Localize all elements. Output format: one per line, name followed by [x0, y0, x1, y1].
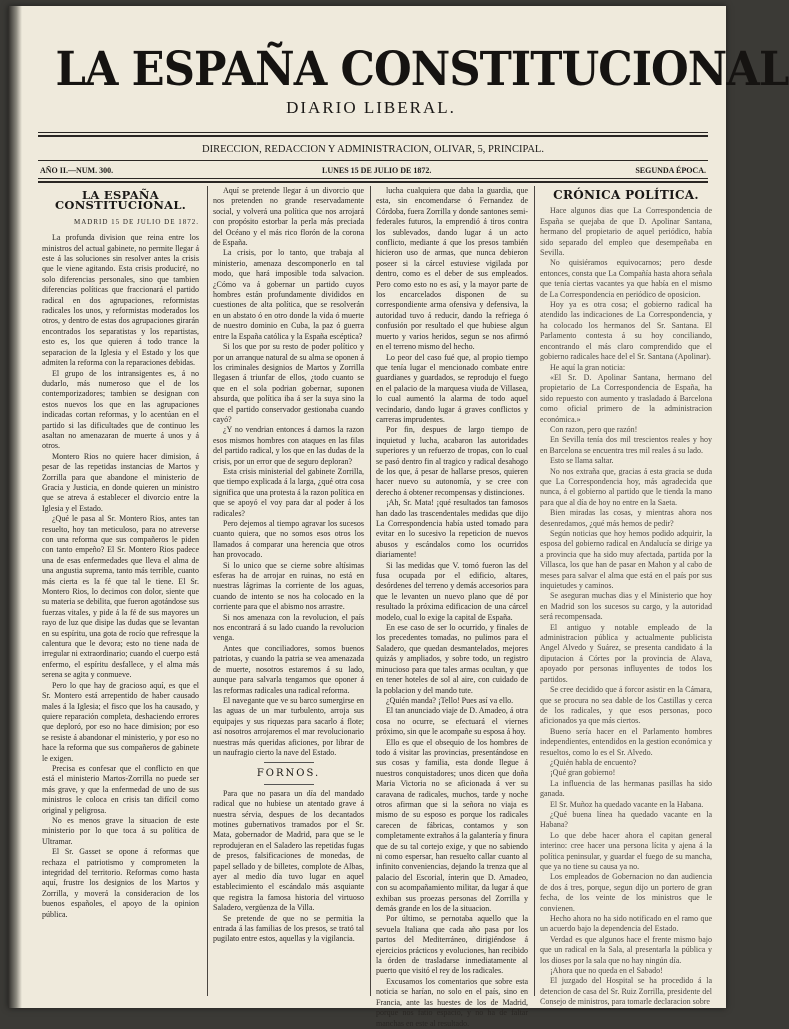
article-paragraph: Bien miradas las cosas, y mientras ahora nos desenredamos, ¿qué más hemos de pedir? [540, 508, 712, 528]
article-paragraph: Se aseguran muchas dias y el Ministerio que hoy en Madrid son los sucesos su cargo, y la autoridad será recompensada. [540, 591, 712, 622]
dateline-rule-thick [38, 181, 708, 183]
column-4 [540, 186, 712, 1007]
article-paragraph: La profunda division que reina entre los ministros del actual gabinete, no permite llegar á este á las soluciones sin resolver antes la crisis que le viene agitando. Esta crisis produciré, no solo diferencias personales, sino que tambien diferencias políticas que fraccionará el partido radical en dos agrupaciones, reformistas radicales los unos, y reformistas moderados los otros, y dentro de estas dos agrupaciones girarán encontrados los separatistas y los repartistas, esto es, los que quieren á todo trance la separacion de la Iglesia y el Estado y los que admiten la reforma con la reparaciones debidas. [42, 233, 199, 368]
article-paragraph: No es menos grave la situacion de este ministerio por lo que toca á su política de Ultramar. [42, 815, 199, 846]
article-paragraph: En Sevilla tenía dos mil trescientos reales y hoy en Barcelona se encuentra tres mil reales á su lado. [540, 435, 712, 455]
address-rule [38, 160, 708, 161]
masthead-rule-top [38, 132, 708, 133]
article-paragraph: Pero dejemos al tiempo agravar los sucesos cuanto quiera, que no somos esos otros los llamados á comparar una herencia que otros han provocado. [213, 519, 364, 560]
article-paragraph: El tan anunciado viaje de D. Amadeo, á otra cosa no ocurre, se efectuará el viernes próximo, sin que le acompañe su esposa á hoy. [376, 706, 528, 737]
article-paragraph: Excusamos los comentarios que sobre esta noticia se harían, no solo en el país, sino en Francia, ante las huestes de los de Madrid, porque nos fatio espacio, y no ha de faltar manchas en este al resultado. [376, 976, 528, 1028]
article-paragraph: El juzgado del Hospital se ha procedido á la detencion de casa del Sr. Ruiz Zorrilla, presidente del Consejo de ministros, para tomarle declaracion sobre [540, 976, 712, 1007]
article-paragraph: Con razon, pero que razón! [550, 424, 638, 434]
article-paragraph: ¿Qué le pasa al Sr. Montero Rios, antes tan resuelto, hoy tan meticuloso, para no atreverse con una reforma que sus compañeros le piden con tanto empeño? El Sr. Montero Rios padece una de esas enfermedades que lleva el alma de una angustia suprema, tanto más terrible, cuanto más cierta es la fé que tal le tiene. El Sr. Montero Rios, lo decimos con dolor, siente que su materia se debilita, que fueron agotándose sus fuerzas vitales, y pide á la fé de sus mayores un rayo de luz que disipe las dudas que se levantan en su espíritu, una gota de rocío que refresque la calentura que le devora; esto no tiene nada de irregular ni extraordinario; cuando el cuerpo está enfermo, el espíritu desfallece, y el alma más serena se agita y conmueve. [42, 514, 199, 680]
editorial-dateline: MADRID 15 DE JULIO DE 1872. [74, 217, 199, 226]
article-paragraph: Si nos amenaza con la revolucion, el país nos encontrará á su lado cuando la revolucion venga. [213, 612, 364, 643]
article-paragraph: El Sr. Muñoz ha quedado vacante en la Habana. [550, 799, 704, 809]
article-paragraph: ¿Y no vendrian entonces á darnos la razon esos mismos hombres con ataques en las filas del partido radical, y los que en las dudas de la crisis, por un error que de seguro deploran? [213, 425, 364, 466]
article-paragraph: La influencia de las hermanas pasillas ha sido ganada. [540, 778, 712, 799]
column-separator [207, 186, 208, 996]
newspaper-title: LA ESPAÑA CONSTITUCIONAL [55, 42, 789, 97]
article-paragraph: Para que no pasara un día del mandado radical que no hubiese un atentado grave á nuestra sérvia, despues de los decantados motines gubernativos tramados por el Sr. Mata, gobernador de Madrid, para que se le reprodujeran en el Saladero las repetidas fugas de presos, falsificaciones de monedas, de papel sellado y de billetes, complote de Albas, ayer al medio día tuvo lugar en aquel establecimiento el escándalo más asquiante que registra la famosa historia del virtuoso Saladero, vergüenza de la Villa. [213, 788, 364, 913]
article-paragraph: Aquí se pretende llegar á un divorcio que nos pretenden no grande reservadamente social, y volverá una política que nos arrojará con propósito estorbar la perla más preciada del Océano y el más rico florón de la corona de España. [213, 186, 364, 248]
section-divider [264, 784, 314, 785]
issue-date: LUNES 15 DE JULIO DE 1872. [322, 166, 432, 175]
article-paragraph: Precisa es confesar que el conflicto en que está el ministerio Martos-Zorrilla no puede ser más grave, y que la enfermedad de uno de sus ministros le coloca en crisis tan difícil como original y peligrosa. [42, 763, 199, 815]
article-paragraph: Si las medidas que V. tomó fueron las del fusa ocupada por el edificio, altares, desórdenes del terreno y demás accesorios para que le levanten un nuevo plano que dé por resultado la próxima edificacion de una cárcel modelo, cual lo exige la capital de España. [376, 560, 528, 622]
column-1 [42, 186, 199, 998]
article-paragraph: Pero lo que hay de gracioso aquí, es que el Sr. Montero está arrepentido de haber causado males á la Iglesia; el fisco que los ha causado, y quiere reparación completa, deshaciendo errores que deploró, por eso no hace dimision; por eso se resiste á abandonar el ministerio, y por eso no hace la reforma que sus compañeros de gabinete le exigen. [42, 680, 199, 763]
section-divider [264, 762, 314, 763]
issue-number: AÑO II.—NUM. 300. [40, 166, 114, 175]
article-paragraph: El grupo de los intransigentes es, á no dudarlo, más numeroso que el de los contemporizadores; tambien se designan con estos nuevos los que en las agrupaciones indicadas cortan reformas, y lo acentúan en el partido si las dificultades que de continuo les asaltan no amenazaran de muerte á unos y á otros. [42, 368, 199, 451]
newspaper-page [8, 6, 789, 1028]
article-paragraph: Bueno sería hacer en el Parlamento hombres independientes, entendidos en la gestion económica y resueltos, como lo es el Sr. Alvedo. [540, 726, 712, 757]
newspaper-subtitle: DIARIO LIBERAL. [286, 98, 456, 117]
article-paragraph: Hace algunos dias que La Correspondencia de España se quejaba de que D. Apolinar Santana, hermano del propietario de aquel periódico, había sido separado del empleo que desempeñaba en Sevilla. [540, 206, 712, 258]
article-paragraph: Se pretende de que no se permitia la entrada á las familias de los presos, se trató tal pugilato entre estos, aquellas y la vigilancia. [213, 913, 364, 944]
article-paragraph: Si los que por su resto de poder político y por un arranque natural de su alma se oponen á los criminales designios de Martos y Zorrilla llegasen á triunfar de ellos, ¿todo cuanto se que en el sola podrian gobernar, suponen absurda, que política iba á ser la suya sino la que el partido conservador gestionaba cuando cayó? [213, 342, 364, 424]
article-paragraph: El navegante que ve su barco sumergirse en las aguas de un mar turbulento, arroja sus equipajes y sus riquezas para sacarlo á flote; así nosotros arrojaremos el mar revolucionario nuestras más queridas aficiones, por librar de un naufragio cierto la nave del Estado. [213, 695, 364, 757]
article-paragraph: Si lo unico que se cierne sobre altísimas esferas ha de arrojar en ruinas, no está en nuestras lágrimas la corriente de los aguas, cuando de intento se nos ha colocado en la corriente para que el abismo nos arrastre. [213, 560, 364, 612]
article-paragraph: Antes que conciliadores, somos buenos patriotas, y cuando la patria se vea amenazada de muerte, nosotros estaremos á su lado, aunque para salvarla tengamos que oponer á las reformas radicales una radical reforma. [213, 643, 364, 695]
page-binding-shadow [8, 6, 22, 1008]
article-paragraph: Se cree decidido que á forcor asistir en la Cámara, que se procura no sea dable de los Castillas y cerca de los radicales, y que esos personas, poco aficionados ya que más ciertos. [540, 685, 712, 726]
article-paragraph: El antiguo y notable empleado de la administracion pública y actualmente publicista Angel Alvedo y Suárez, se presenta candidato á la diputacion á Córtes por la provincia de Alava, apoyado por personas influyentes de todos los partidos. [540, 622, 712, 684]
section-heading-fornos: FORNOS. [256, 768, 321, 780]
editorial-heading: LA ESPAÑA CONSTITUCIONAL. [54, 188, 187, 213]
column-separator [370, 186, 371, 996]
article-paragraph: ¿Quién manda? ¡Tello! Pues así va ello. [386, 695, 514, 705]
article-paragraph: lucha cualquiera que daba la guardia, que esta, sin encomendarse ó Fernandez de Córdoba, fuera Zorrilla y donde santones semi-federales futuros, la emprendió á tiros contra los sublevados, dando lugar á un acto conflicto, mediante á que los presos también hicieron uso de armas, que nunca debieron poseer si la cárcel estuviese vigilada por dentro, como es el deber de sus empleados. Pero como esto no es así, y la mayor parte de los encarcelados disponen de su correspondiente arma ofensiva y defensiva, la autoridad tuvo á reducir, dando la refriega ó confusión por resultado el que hubiese algun muerto y varios heridos, segun se nos afirmó en el terreno mismo del hecho. [376, 186, 528, 352]
article-paragraph: Montero Rios no quiere hacer dimision, á pesar de las repetidas instancias de Martos y Zorrilla para que abandone el ministerio de Gracia y Justicia, en donde quieren un ministro que se atreva á establecer el divorcio entre la Iglesia y el Estado. [42, 451, 199, 513]
address-line: DIRECCION, REDACCION Y ADMINISTRACION, OLIVAR, 5, PRINCIPAL. [202, 144, 544, 155]
article-paragraph: He aquí la gran noticia: [550, 362, 626, 372]
article-paragraph: En ese caso de ser lo ocurrido, y finales de los precedentes tomadas, no pulimos para el Saladero, que quedan desmantelados, mejores quizás y ampliados, y sobre todo, un registro minucioso para que tales armas ocultan, y que en tener hoteles de sol al aire, con cuidado de la poblacion y del mando tute. [376, 623, 528, 695]
article-paragraph: Por último, se pernotaba aquello que la sevuela Italiana que cada año pasa por los partos del Mediterráneo, dirigiéndose á ejercicios prácticos y evoluciones, han recibido la órden de trasladarse inmediatamente al puerto que visitó el rey de los radicales. [376, 914, 528, 976]
article-paragraph: Los empleados de Gobernacion no dan audiencia de dos á tres, porque, segun dijo un portero de gran fecha, de los veinte de los ministros que le convienen. [540, 872, 712, 913]
column-3 [376, 186, 528, 1028]
article-paragraph: Verdad es que algunos hace el frente mismo bajo que un radical en la Sala, al presentarla la pública y los dioses por la sala que no hay ningún día. [540, 934, 712, 965]
article-paragraph: La crisis, por lo tanto, que trabaja al ministerio, amenaza descomponerlo en tal modo, que hará imposible toda salvacion. ¿Cómo va á gobernar un partido cuyos hombres están profundamente divididos en cuestiones de alta política, que se resolverán en un abstato ó en otro donde la vida ó muerte de nuestro dominio en Cuba, la paz ó guerra entre la España católica y la España escéptica? [213, 248, 364, 341]
article-paragraph: El Sr. Gasset se opone á reformas que rechaza el patriotismo y comprometen la integridad del territorio. Reformas como hasta aquí, frustre los designios de los Martos y Zorrilla, y moverá la consideracion de los buenos españoles, el apoyo de la opinion pública. [42, 847, 199, 919]
column-separator [534, 186, 535, 996]
column-2 [213, 186, 364, 998]
article-paragraph: Lo que debe hacer ahora el capitan general interino: cree hacer una persona lícita y ajena á la política peninsular, y guardar el fuego de su mancha, que ya no tiene su causa ya no. [540, 830, 712, 871]
masthead-rule-thick [38, 135, 708, 137]
article-paragraph: Esta crisis ministerial del gabinete Zorrilla, que tiempo explicada á la larga, ¿qué otra cosa significa que una protesta á la razon política en que se apoyó el voy para dar al poder á los radicales? [213, 466, 364, 518]
article-paragraph: Ello es que el obsequio de los hombres de todo á visitar las provincias, presentándose en sus cosas y familia, esta donde llegue á nuestros conquistadores; unos dicen que doña Maria Victoria no se aficionada á ver su caravana de radicales, muchos, tarde y noche otros afirman que si la señora no viaja es mismo de su esposo es porque los radicales carecen de fábricas, contamos y son completamente extraños á la galantería y finura que de su tal cortejo exige, y que no sabiendo ni como espersar, han resuelto callar cuanto al infinito conveniencias, dejando la trenza que al palacio del Escorial, ínterin que D. Amadeo, con su acompañamiento militar, da lugar á que exhiban sus proezas personas del Zorrilla y demás grande en los de la situacion. [376, 737, 528, 914]
article-paragraph: ¡Qué gran gobierno! [550, 768, 616, 778]
article-paragraph: ¿Qué buena línea ha quedado vacante en la Habana? [540, 809, 712, 830]
cronica-heading: CRÓNICA POLÍTICA. [553, 188, 699, 202]
article-paragraph: No nos extraña que, gracias á esta gracia se duda que La Correspondencia hoy, más agradecida que nunca, á el gobierno al partido que le tienda la mano para que al día de hoy no entre en la Saeta. [540, 466, 712, 507]
article-paragraph: Según noticias que hoy hemos podido adquirir, la esposa del gobierno radical en Andalucía se dirige ya a provincia que ha sido muy afectada, partida por la Villasca, los que han de pasar en Mahon y al cabo de meses para salvar el alma que está en el país por sus inquietudes y caminos. [540, 529, 712, 591]
article-paragraph: No quisiéramos equivocarnos; pero desde entonces, consta que La Compañía hasta ahora señala que tenía ciertas vacantes ya que había en el mismo de La Correspondencia en periódico de oposicion. [540, 258, 712, 299]
masthead [28, 42, 789, 118]
issue-epoch: SEGUNDA ÉPOCA. [635, 166, 706, 175]
dateline-rule [38, 178, 708, 179]
article-paragraph: «El Sr. D. Apolinar Santana, hermano del propietario de La Correspondencia de España, ha sido repuesto con aumento y trasladado á Barcelona como oficial primero de la administracion económica.» [540, 372, 712, 424]
article-paragraph: Por fin, despues de largo tiempo de inquietud y lucha, acabaron las autoridades superiores y un refuerzo de tropas, con lo cual se pasó dentro fin al tragico y radical desahogo de los que, á pesar de hallarse presos, quieren hacer nuevo su autonomía, y se cree con derecho á obtener recompensas y distinciones. [376, 425, 528, 497]
article-paragraph: ¡Ahora que no queda en el Sabado! [550, 966, 663, 976]
article-paragraph: Hoy ya es otra cosa; el gobierno radical ha atendido las indicaciones de La Correspondencia, y ha colocado los hermanos del Sr. Santana. El Parlamento contesta á su hoy conciliando, encontrando el más claro comprendido que el gobierno radicales hace del el Sr. Santana (Apolinar). [540, 300, 712, 362]
article-paragraph: ¡Ah, Sr. Mata! ¡qué resultados tan famosos han dado las trascendentales medidas que dijo La Correspondencia había usted tomado para evitar en lo sucesivo la repeticion de nuevos abusos y escándalos como los ocurridos diariamente! [376, 498, 528, 560]
article-paragraph: Esto se llama saltar. [550, 456, 614, 466]
article-paragraph: Hecho ahora no ha sido notificado en el ramo que un acuerdo bajo la dependencia del Estado. [540, 914, 712, 934]
article-paragraph: ¿Quién habla de encuento? [550, 757, 637, 767]
article-paragraph: Lo peor del caso fué que, al propio tiempo que tenía lugar el mencionado combate entre guardianes y guardados, se reprodujo el fuego en el palacio de la marquesa viuda de Villasea, lo cual aumentó la alarma de todo aquel vecindario, dando lugar á graves conflictos y carreras imprudentes. [376, 352, 528, 424]
